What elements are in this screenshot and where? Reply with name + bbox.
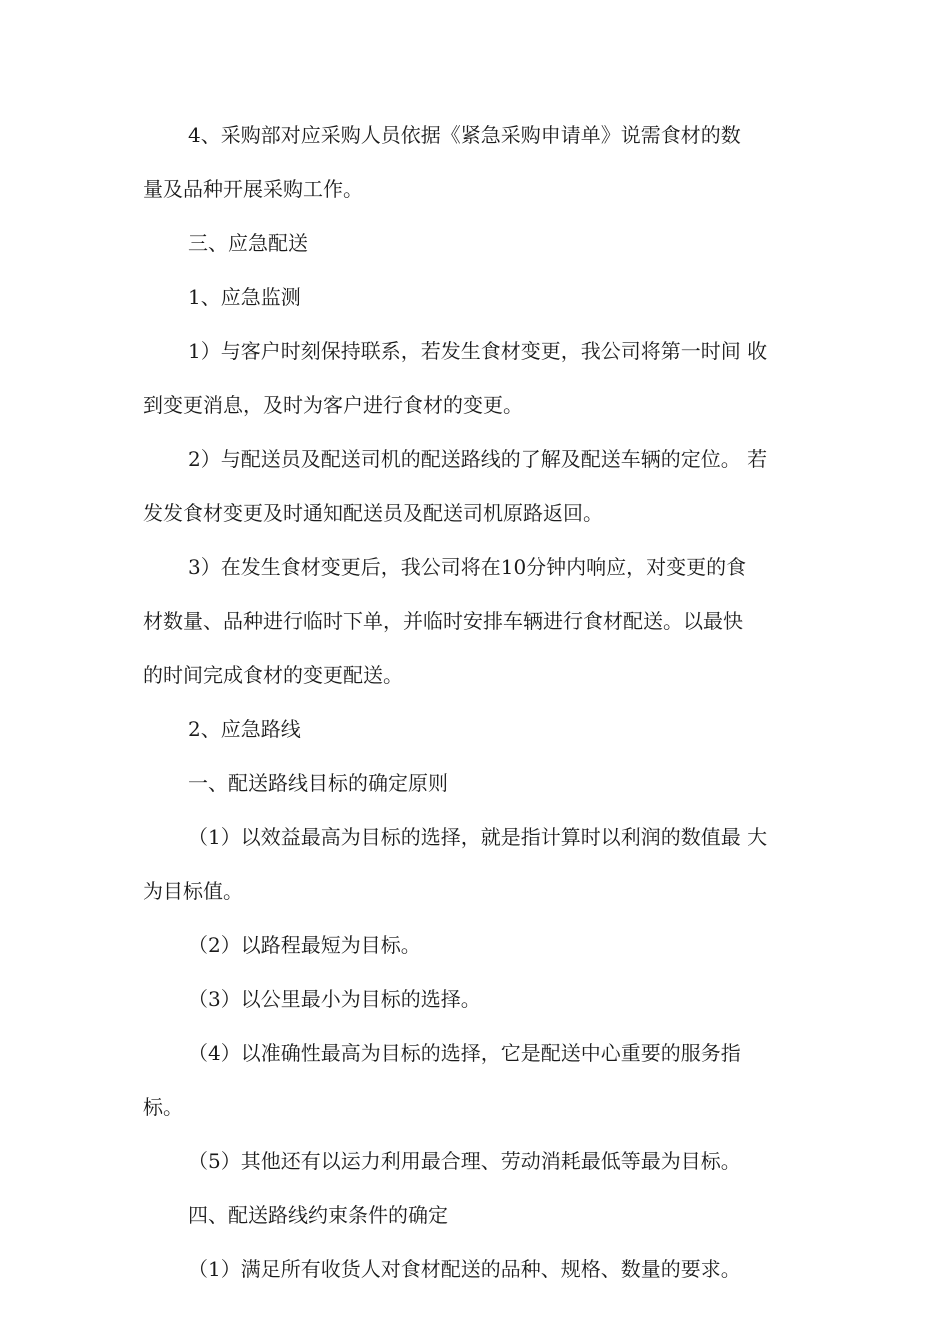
paragraph-line: 1）与客户时刻保持联系，若发生食材变更，我公司将第一时间 收 <box>188 339 768 363</box>
paragraph-p11 <box>143 972 815 1026</box>
paragraph-p5 <box>143 432 815 540</box>
paragraph-line: （1）以效益最高为目标的选择，就是指计算时以利润的数值最 大 <box>188 825 768 849</box>
paragraph-line: （3）以公里最小为目标的选择。 <box>188 987 481 1011</box>
paragraph-line: 到变更消息，及时为客户进行食材的变更。 <box>143 393 523 417</box>
paragraph-p15 <box>143 1242 815 1296</box>
paragraph-p7 <box>143 702 815 756</box>
paragraph-line: 3）在发生食材变更后，我公司将在10分钟内响应，对变更的食 <box>188 555 747 579</box>
paragraph-line: （5）其他还有以运力利用最合理、劳动消耗最低等最为目标。 <box>188 1149 741 1173</box>
paragraph-p8 <box>143 756 815 810</box>
paragraph-line: 2、应急路线 <box>188 717 301 741</box>
paragraph-p10 <box>143 918 815 972</box>
paragraph-line: 材数量、品种进行临时下单，并临时安排车辆进行食材配送。以最快 <box>143 609 743 633</box>
paragraph-line: 的时间完成食材的变更配送。 <box>143 663 403 687</box>
paragraph-p14 <box>143 1188 815 1242</box>
paragraph-line: 2）与配送员及配送司机的配送路线的了解及配送车辆的定位。 若 <box>188 447 768 471</box>
paragraph-line: （4）以准确性最高为目标的选择，它是配送中心重要的服务指 <box>188 1041 741 1065</box>
paragraph-p13 <box>143 1134 815 1188</box>
paragraph-p3 <box>143 270 815 324</box>
paragraph-line: 三、应急配送 <box>188 231 308 255</box>
document-body <box>143 108 815 1296</box>
paragraph-p12 <box>143 1026 815 1134</box>
paragraph-p1 <box>143 108 815 216</box>
paragraph-p4 <box>143 324 815 432</box>
paragraph-line: 一、配送路线目标的确定原则 <box>188 771 448 795</box>
paragraph-line: 为目标值。 <box>143 879 243 903</box>
paragraph-line: （1）满足所有收货人对食材配送的品种、规格、数量的要求。 <box>188 1257 741 1281</box>
paragraph-line: 标。 <box>143 1095 183 1119</box>
paragraph-p9 <box>143 810 815 918</box>
paragraph-line: 1、应急监测 <box>188 285 301 309</box>
paragraph-line: （2）以路程最短为目标。 <box>188 933 421 957</box>
paragraph-line: 四、配送路线约束条件的确定 <box>188 1203 448 1227</box>
paragraph-line: 发发食材变更及时通知配送员及配送司机原路返回。 <box>143 501 603 525</box>
paragraph-line: 4、采购部对应采购人员依据《紧急采购申请单》说需食材的数 <box>188 123 741 147</box>
paragraph-p2 <box>143 216 815 270</box>
paragraph-p6 <box>143 540 815 702</box>
paragraph-line: 量及品种开展采购工作。 <box>143 177 363 201</box>
